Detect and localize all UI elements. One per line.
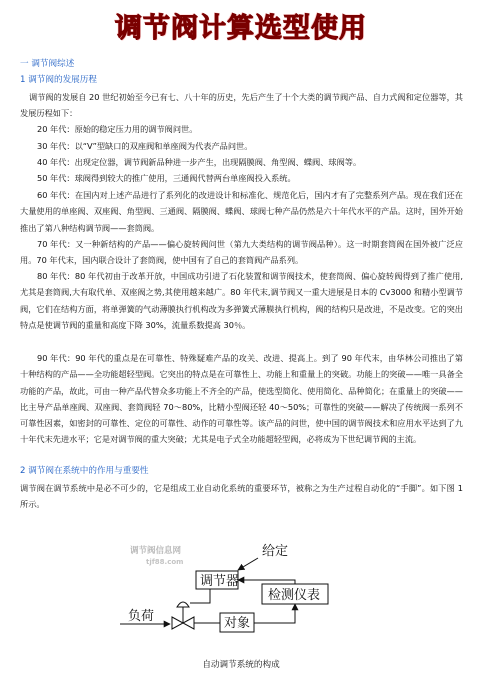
paragraph-1980s: 80 年代：80 年代初由于改革开放，中国成功引进了石化装置和调节阀技术，使套筒阀、偏心旋转阀得到了推广使用,尤其是套筒阀,大有取代单、双座阀之势,其使用越来越广。80 年代末,调节阀又一重大进展是日本的 Cv3000 和精小型调节阀，它们在结构方面，将单弹簧的气动薄膜执行机构改为多弹簧式薄膜执行机构，阀的结构只是改进，不是改变。它的突出特点是使调节阀的重量和高度下降 30%，流量系数提高 30％。 — [20, 271, 463, 330]
paragraph-1990s: 90 年代：90 年代的重点是在可靠性、特殊疑难产品的攻关、改进、提高上。到了 90 年代末，由华林公司推出了第十种结构的产品——全功能超轻型阀。它突出的特点是在可靠性上、功能上和重量上的突破。功能上的突破——唯一具备全功能的产品，故此，可由一种产品代替众多功能上不齐全的产品，使选型简化、使用简化、品种简化；在重量上的突破——比主导产品单座阀、双座阀、套筒阀轻 70～80%，比精小型阀还轻 40～50%；可靠性的突破——解决了传统阀一系列不可靠性因素，如密封的可靠性、定位的可靠性、动作的可靠性等。该产品的问世，使中国的调节阀技术和应用水平达到了九十年代末先进水平；它是对调节阀的重大突破；尤其是电子式全功能超轻型阀，必将成为下世纪调节阀的主流。 — [20, 353, 463, 445]
paragraph-1970s: 70 年代：又一种新结构的产品——偏心旋转阀问世（第九大类结构的调节阀品种）。这一时期套筒阀在国外被广泛应用。70 年代末，国内联合设计了套筒阀，使中国有了自己的套筒阀产品系列。 — [20, 239, 463, 266]
section-heading-role: 2 调节阀在系统中的作用与重要性 — [20, 466, 149, 476]
watermark-site-name: 调节阀信息网 — [130, 546, 182, 556]
controller-label: 调节器 — [200, 574, 240, 589]
control-signal-line — [190, 589, 210, 603]
paragraph-1950s: 50 年代：球阀得到较大的推广使用，三通阀代替两台单座阀投入系统。 — [37, 173, 296, 183]
valve-icon-left — [172, 617, 183, 629]
setpoint-label: 给定 — [262, 544, 289, 559]
paragraph-1930s: 30 年代：以“V”型缺口的双座阀和单座阀为代表产品问世。 — [37, 141, 253, 151]
load-label: 负荷 — [128, 609, 155, 624]
feedback-line — [238, 580, 295, 584]
object-label: 对象 — [224, 616, 251, 631]
paragraph-1920s: 20 年代：原始的稳定压力用的调节阀问世。 — [37, 124, 198, 134]
paragraph-intro: 调节阀的发展自 20 世纪初始至今已有七、八十年的历史，先后产生了十个大类的调节阀产品、自力式阀和定位器等，其发展历程如下： — [20, 92, 463, 119]
actuator-icon — [177, 602, 189, 607]
section-heading-history: 1 调节阀的发展历程 — [20, 75, 97, 85]
measurement-line — [254, 604, 295, 623]
paragraph-role: 调节阀在调节系统中是必不可少的，它是组成工业自动化系统的重要环节，被称之为生产过程自动化的“手脚”。如下图 1 所示。 — [20, 483, 463, 510]
watermark-site-url: tjf88.com — [146, 558, 184, 566]
instrument-label: 检测仪表 — [268, 588, 321, 603]
section-heading-overview: 一 调节阀综述 — [20, 59, 75, 69]
control-system-diagram — [120, 543, 355, 643]
valve-icon-right — [183, 617, 194, 629]
paragraph-1940s: 40 年代：出现定位器，调节阀新品种进一步产生，出现隔膜阀、角型阀、蝶阀、球阀等。 — [37, 157, 362, 167]
paragraph-1960s: 60 年代：在国内对上述产品进行了系列化的改进设计和标准化、规范化后，国内才有了完整系列产品。现在我们还在大量使用的单座阀、双座阀、角型阀、三通阀、隔膜阀、蝶阀、球阀七种产品仍然是六十年代水平的产品。这时，国外开始推出了第八种结构调节阀——套筒阀。 — [20, 190, 463, 233]
document-title: 调节阀计算选型使用 — [115, 13, 367, 44]
setpoint-arrow — [238, 558, 258, 570]
figure-caption: 自动调节系统的构成 — [202, 660, 280, 670]
